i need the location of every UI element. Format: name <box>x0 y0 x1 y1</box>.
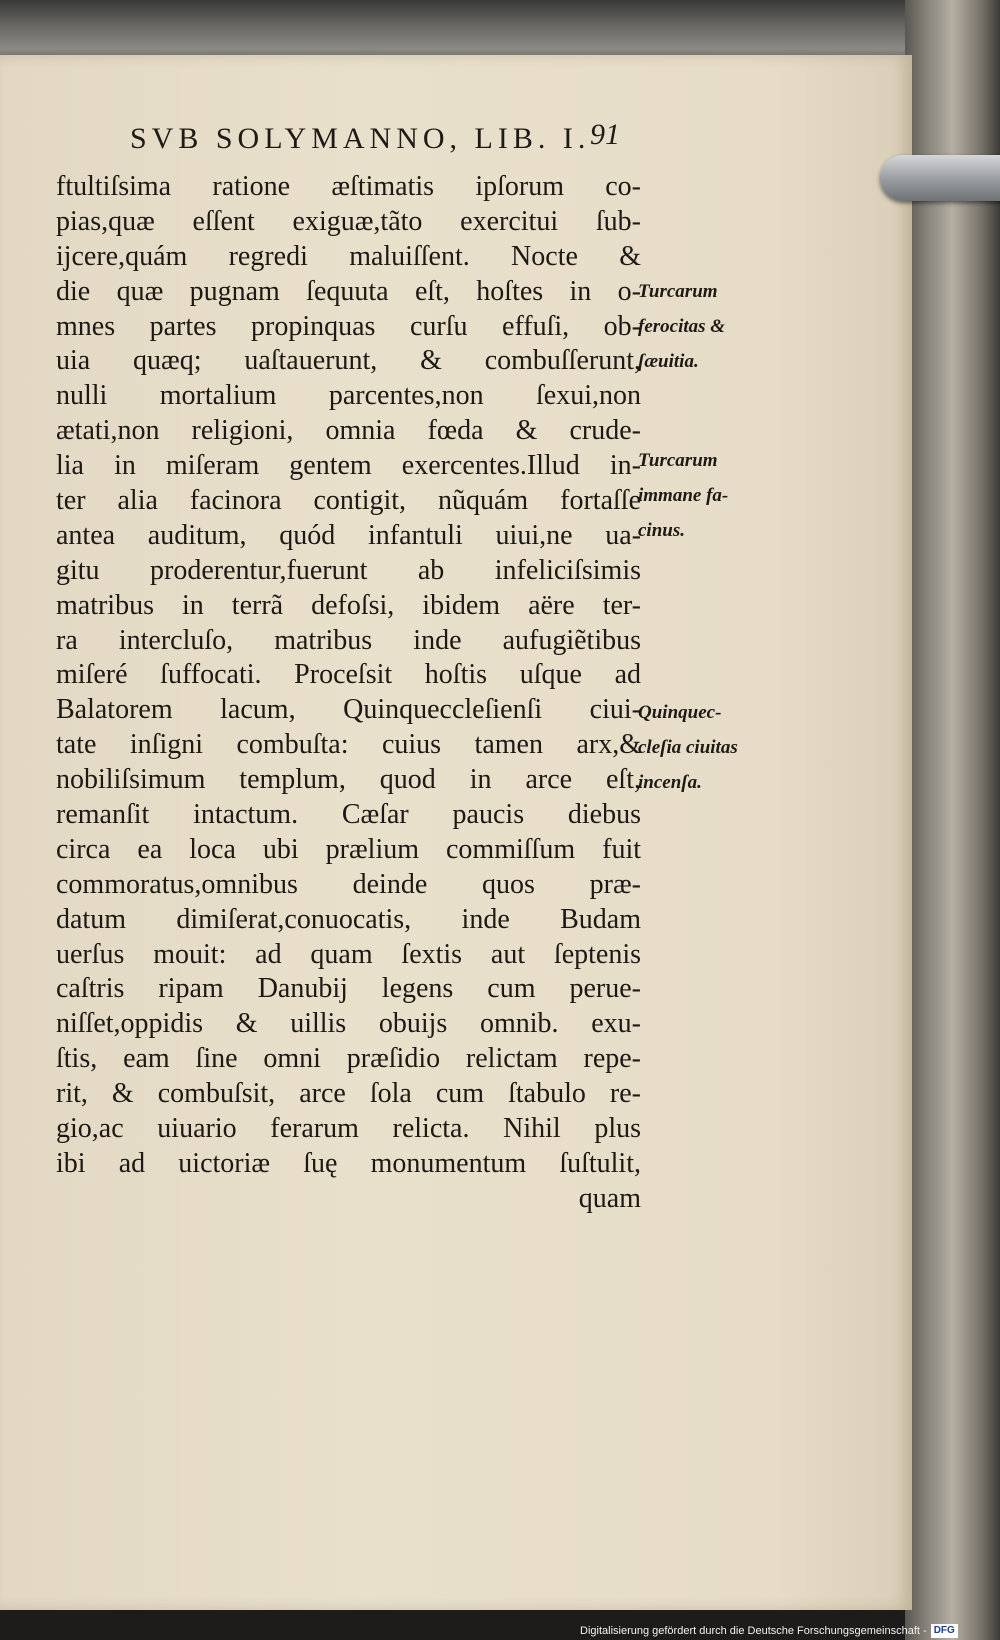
marginal-note-line: immane fa- <box>638 484 729 506</box>
text-line: datum dimiſerat,conuocatis, inde Budam <box>56 903 641 935</box>
text-line: niſſet,oppidis & uillis obuĳs omnib. exu- <box>56 1008 641 1040</box>
text-line: miſeré ſuffocati. Proceſsit hoſtis uſque ad <box>56 659 641 691</box>
text-line: lia in miſeram gentem exercentes.Illud in- <box>56 450 641 482</box>
text-line: caſtris ripam Danubĳ legens cum perue- <box>56 973 641 1005</box>
text-line: ĳcere,quám regredi maluiſſent. Nocte & <box>56 240 641 272</box>
page-number: 91 <box>590 118 620 151</box>
text-line: ftultiſsima ratione æſtimatis ipſorum co- <box>56 171 641 202</box>
text-line: ibi ad uictoriæ ſuę monumentum ſuſtulit, <box>56 1147 641 1179</box>
text-line: pias,quæ eſſent exiguæ,tãto exercitui ſub- <box>56 205 641 237</box>
text-line: rit, & combuſsit, arce ſola cum ſtabulo re- <box>56 1078 641 1110</box>
text-line: ter alia facinora contigit, nũquám fortaſſe <box>56 485 641 517</box>
text-line: nulli mortalium parcentes,non ſexui,non <box>56 380 641 412</box>
marginal-note-line: Quinquec- <box>638 702 722 723</box>
digitization-footer <box>580 1622 958 1640</box>
text-line: tate inſigni combuſta: cuius tamen arx,& <box>56 729 641 761</box>
text-line: uia quæq; uaſtauerunt, & combuſſerunt, <box>56 345 641 377</box>
text-line: nobiliſsimum templum, quod in arce eſt, <box>56 764 641 796</box>
marginal-note-line: cinus. <box>638 519 685 541</box>
text-line: gio,ac uiuario ferarum relicta. Nihil plus <box>56 1113 641 1145</box>
text-line: ſtis, eam ſine omni præſidio relictam repe- <box>56 1043 641 1075</box>
text-line: die quæ pugnam ſequuta eſt, hoſtes in o- <box>56 275 641 307</box>
book-right-edge <box>905 0 1000 1640</box>
marginal-note-line: incenſa. <box>638 771 702 793</box>
text-line: circa ea loca ubi prælium commiſſum fuit <box>56 833 641 865</box>
marginal-note-line: ferocitas & <box>638 315 726 337</box>
marginal-note-line: ſæuitia. <box>638 350 699 372</box>
page-clip <box>880 155 1000 201</box>
text-line: uerſus mouit: ad quam ſextis aut ſeptenis <box>56 938 641 970</box>
text-line: antea auditum, quód infantuli uiui,ne ua- <box>56 519 641 551</box>
text-line: ra intercluſo, matribus inde aufugiẽtibus <box>56 624 641 656</box>
running-title: SVB SOLYMANNO, LIB. I. <box>130 122 591 155</box>
marginal-note-turcarum-ferocitas <box>638 275 768 380</box>
catchword: quam <box>578 1182 641 1214</box>
text-line: matribus in terrã defoſsi, ibidem aëre ter- <box>56 589 641 621</box>
text-line: Balatorem lacum, Quinqueccleſienſi ciui- <box>56 694 641 726</box>
marginal-note-turcarum-immane <box>638 444 768 549</box>
text-line: commoratus,omnibus deinde quos præ- <box>56 868 641 900</box>
text-line: remanſit intactum. Cæſar paucis diebus <box>56 799 641 831</box>
text-line: ætati,non religioni, omnia fœda & crude- <box>56 415 641 447</box>
marginal-note-line: Turcarum <box>638 450 718 471</box>
text-line: mnes partes propinquas curſu effuſi, ob- <box>56 310 641 342</box>
body-text <box>56 170 641 1217</box>
marginal-note-line: cleſia ciuitas <box>638 736 738 758</box>
text-line: gitu proderentur,fuerunt ab infeliciſsimis <box>56 554 641 586</box>
footer-text: Digitalisierung gefördert durch die Deutsche Forschungsgemeinschaft - <box>580 1625 927 1637</box>
marginal-note-line: Turcarum <box>638 281 718 302</box>
marginal-note-quinqueccclesia <box>638 696 768 801</box>
dfg-logo: DFG <box>931 1624 958 1638</box>
